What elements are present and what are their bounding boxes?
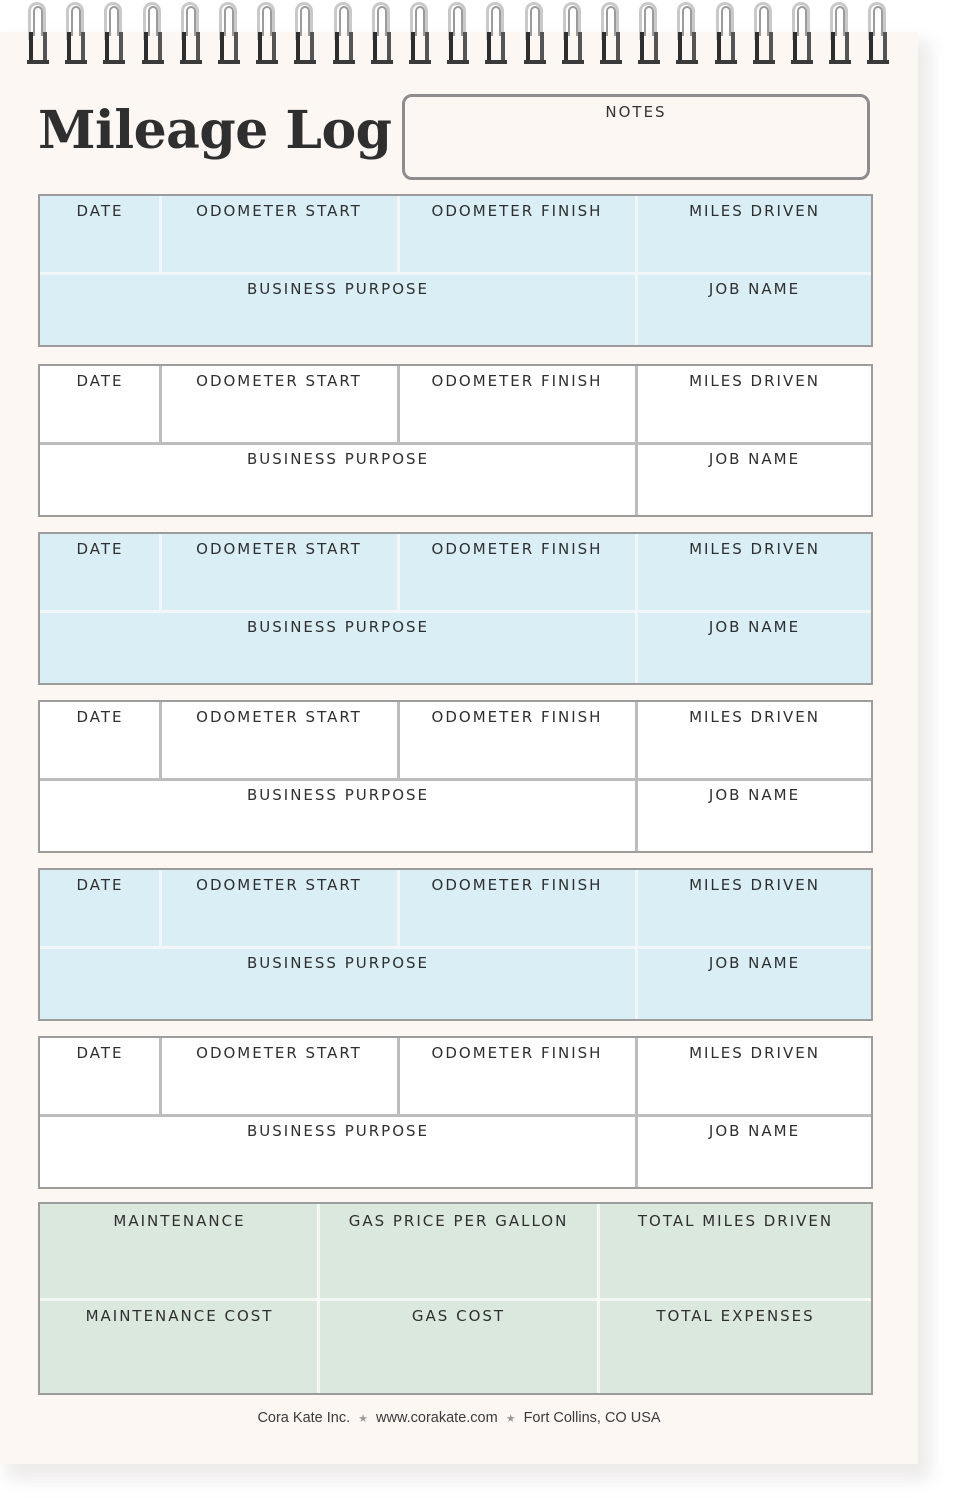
gas-price-per-gallon-label: GAS PRICE PER GALLON	[348, 1212, 569, 1230]
job-name-cell[interactable]	[636, 1116, 873, 1187]
job-name-label: JOB NAME	[708, 618, 801, 636]
miles-driven-label: MILES DRIVEN	[689, 1044, 820, 1062]
cell-divider	[397, 534, 400, 612]
odometer-finish-label: ODOMETER FINISH	[431, 202, 603, 220]
job-name-label: JOB NAME	[708, 786, 801, 804]
odometer-finish-cell[interactable]	[398, 366, 636, 444]
cell-divider	[40, 1114, 871, 1117]
cell-divider	[635, 196, 638, 345]
footer-company: Cora Kate Inc.	[257, 1410, 351, 1426]
job-name-cell[interactable]	[636, 612, 873, 683]
spiral-binding	[0, 0, 958, 70]
odometer-start-cell[interactable]	[160, 366, 398, 444]
spiral-coil	[637, 2, 661, 66]
odometer-finish-cell[interactable]	[398, 196, 636, 274]
maintenance-cost-label: MAINTENANCE COST	[85, 1307, 274, 1325]
date-label: DATE	[76, 1044, 124, 1062]
total-expenses-cell[interactable]	[598, 1299, 873, 1393]
odometer-start-label: ODOMETER START	[196, 1044, 362, 1062]
notes-label: NOTES	[605, 103, 667, 121]
business-purpose-cell[interactable]	[40, 948, 636, 1019]
job-name-cell[interactable]	[636, 948, 873, 1019]
cell-divider	[40, 272, 871, 275]
miles-driven-cell[interactable]	[636, 534, 873, 612]
odometer-start-cell[interactable]	[160, 196, 398, 274]
summary-divider	[40, 1298, 871, 1301]
date-label: DATE	[76, 540, 124, 558]
odometer-finish-cell[interactable]	[398, 870, 636, 948]
spiral-coil	[408, 2, 432, 66]
odometer-start-cell[interactable]	[160, 1038, 398, 1116]
spiral-coil	[561, 2, 585, 66]
spiral-coil	[484, 2, 508, 66]
job-name-label: JOB NAME	[708, 1122, 801, 1140]
spiral-coil	[599, 2, 623, 66]
business-purpose-cell[interactable]	[40, 274, 636, 345]
maintenance-label: MAINTENANCE	[113, 1212, 246, 1230]
job-name-label: JOB NAME	[708, 954, 801, 972]
log-entry	[38, 868, 873, 1021]
cell-divider	[40, 442, 871, 445]
star-separator-icon: ★	[358, 1413, 368, 1425]
miles-driven-cell[interactable]	[636, 870, 873, 948]
spiral-coil	[370, 2, 394, 66]
spiral-coil	[64, 2, 88, 66]
business-purpose-cell[interactable]	[40, 444, 636, 515]
cell-divider	[397, 366, 400, 444]
cell-divider	[397, 870, 400, 948]
spiral-coil	[179, 2, 203, 66]
spiral-coil	[828, 2, 852, 66]
date-cell[interactable]	[40, 702, 160, 780]
miles-driven-label: MILES DRIVEN	[689, 708, 820, 726]
spiral-coil	[866, 2, 890, 66]
odometer-start-label: ODOMETER START	[196, 372, 362, 390]
miles-driven-cell[interactable]	[636, 196, 873, 274]
business-purpose-cell[interactable]	[40, 612, 636, 683]
cell-divider	[40, 946, 871, 949]
business-purpose-label: BUSINESS PURPOSE	[246, 280, 430, 298]
odometer-start-label: ODOMETER START	[196, 202, 362, 220]
maintenance-cost-cell[interactable]	[40, 1299, 319, 1393]
miles-driven-label: MILES DRIVEN	[689, 202, 820, 220]
spiral-coil	[714, 2, 738, 66]
star-separator-icon: ★	[505, 1413, 516, 1425]
cell-divider	[159, 702, 162, 780]
odometer-finish-cell[interactable]	[398, 702, 636, 780]
spiral-coil	[446, 2, 470, 66]
cell-divider	[397, 702, 400, 780]
miles-driven-cell[interactable]	[636, 366, 873, 444]
miles-driven-label: MILES DRIVEN	[689, 372, 820, 390]
cell-divider	[159, 196, 162, 274]
job-name-label: JOB NAME	[708, 280, 801, 298]
gas-cost-cell[interactable]	[319, 1299, 598, 1393]
cell-divider	[159, 534, 162, 612]
footer-website: www.corakate.com	[376, 1410, 498, 1426]
spiral-coil	[217, 2, 241, 66]
notes-box[interactable]	[402, 94, 870, 180]
cell-divider	[159, 870, 162, 948]
log-entry	[38, 194, 873, 347]
business-purpose-label: BUSINESS PURPOSE	[246, 786, 430, 804]
job-name-label: JOB NAME	[708, 450, 801, 468]
miles-driven-cell[interactable]	[636, 1038, 873, 1116]
spiral-coil	[675, 2, 699, 66]
odometer-start-label: ODOMETER START	[196, 876, 362, 894]
spiral-coil	[255, 2, 279, 66]
business-purpose-cell[interactable]	[40, 780, 636, 851]
gas-price-cell[interactable]	[319, 1204, 598, 1299]
odometer-start-label: ODOMETER START	[196, 540, 362, 558]
odometer-start-cell[interactable]	[160, 534, 398, 612]
business-purpose-label: BUSINESS PURPOSE	[246, 954, 430, 972]
cell-divider	[397, 1038, 400, 1116]
date-label: DATE	[76, 876, 124, 894]
cell-divider	[159, 1038, 162, 1116]
spiral-coil	[293, 2, 317, 66]
cell-divider	[40, 610, 871, 613]
odometer-finish-cell[interactable]	[398, 1038, 636, 1116]
cell-divider	[159, 366, 162, 444]
cell-divider	[635, 534, 638, 683]
total-miles-driven-label: TOTAL MILES DRIVEN	[637, 1212, 834, 1230]
log-entry	[38, 1036, 873, 1189]
odometer-finish-label: ODOMETER FINISH	[431, 1044, 603, 1062]
spiral-coil	[752, 2, 776, 66]
odometer-finish-label: ODOMETER FINISH	[431, 540, 603, 558]
date-label: DATE	[76, 372, 124, 390]
log-entry	[38, 364, 873, 517]
date-cell[interactable]	[40, 196, 160, 274]
date-label: DATE	[76, 708, 124, 726]
cell-divider	[635, 366, 638, 515]
business-purpose-label: BUSINESS PURPOSE	[246, 450, 430, 468]
odometer-start-cell[interactable]	[160, 870, 398, 948]
spiral-coil	[790, 2, 814, 66]
business-purpose-label: BUSINESS PURPOSE	[246, 618, 430, 636]
spiral-coil	[26, 2, 50, 66]
miles-driven-label: MILES DRIVEN	[689, 540, 820, 558]
miles-driven-label: MILES DRIVEN	[689, 876, 820, 894]
job-name-cell[interactable]	[636, 444, 873, 515]
cell-divider	[40, 778, 871, 781]
odometer-start-label: ODOMETER START	[196, 708, 362, 726]
spiral-coil	[332, 2, 356, 66]
business-purpose-cell[interactable]	[40, 1116, 636, 1187]
odometer-finish-label: ODOMETER FINISH	[431, 876, 603, 894]
date-cell[interactable]	[40, 1038, 160, 1116]
business-purpose-label: BUSINESS PURPOSE	[246, 1122, 430, 1140]
page-title: Mileage Log	[38, 100, 392, 161]
summary-table	[38, 1202, 873, 1395]
date-label: DATE	[76, 202, 124, 220]
cell-divider	[397, 196, 400, 274]
odometer-finish-label: ODOMETER FINISH	[431, 708, 603, 726]
miles-driven-cell[interactable]	[636, 702, 873, 780]
log-entry	[38, 532, 873, 685]
spiral-coil	[141, 2, 165, 66]
odometer-finish-label: ODOMETER FINISH	[431, 372, 603, 390]
footer	[0, 1410, 918, 1426]
job-name-cell[interactable]	[636, 274, 873, 345]
spiral-coil	[102, 2, 126, 66]
total-miles-cell[interactable]	[598, 1204, 873, 1299]
job-name-cell[interactable]	[636, 780, 873, 851]
odometer-finish-cell[interactable]	[398, 534, 636, 612]
cell-divider	[635, 702, 638, 851]
spiral-coil	[523, 2, 547, 66]
total-expenses-label: TOTAL EXPENSES	[656, 1307, 815, 1325]
odometer-start-cell[interactable]	[160, 702, 398, 780]
gas-cost-label: GAS COST	[411, 1307, 506, 1325]
footer-location: Fort Collins, CO USA	[523, 1410, 661, 1426]
cell-divider	[635, 870, 638, 1019]
date-cell[interactable]	[40, 534, 160, 612]
cell-divider	[635, 1038, 638, 1187]
date-cell[interactable]	[40, 366, 160, 444]
log-entry	[38, 700, 873, 853]
maintenance-cell[interactable]	[40, 1204, 319, 1299]
date-cell[interactable]	[40, 870, 160, 948]
